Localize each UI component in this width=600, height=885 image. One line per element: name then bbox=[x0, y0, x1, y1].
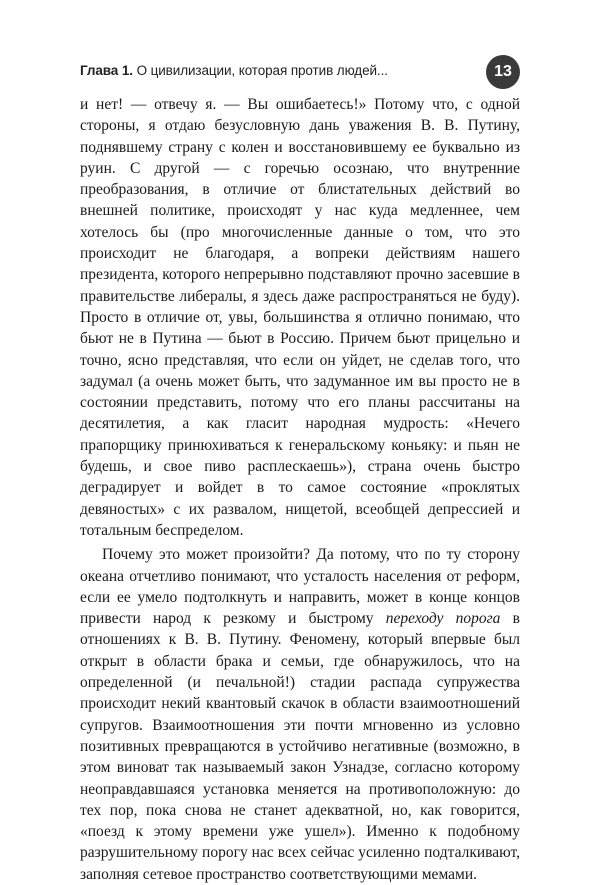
paragraph-2-part-1: Почему это может произойти? Да потому, что по ту сторону океана отчетливо понимают, что усталость населения от реформ, если ее умело подтолкнуть и направить, может в конце концов привести народ к резкому и быстрому bbox=[80, 546, 520, 628]
italic-emphasis: переходу порога bbox=[385, 610, 501, 628]
body-text bbox=[80, 94, 520, 885]
page-number-badge: 13 bbox=[486, 55, 520, 89]
paragraph-2 bbox=[80, 544, 520, 885]
chapter-title: О цивилизации, которая против людей... bbox=[136, 63, 388, 78]
paragraph-1: и нет! — отвечу я. — Вы ошибаетесь!» Потому что, с одной стороны, я отдаю безусловную дань уважения В. В. Путину, поднявшему страну с колен и восстановившему ее буквально из руин. С другой — с горечью осознаю, что внутренние преобразования, в отличие от блистательных действий во внешней политике, происходят у нас куда медленнее, чем хотелось бы (про многочисленные данные о том, что это происходит не благодаря, а вопреки действиям нашего президента, которого непрерывно подставляют прочно засевшие в правительстве либералы, я здесь даже распространяться не буду). Просто в отличие от, увы, большинства я отлично понимаю, что бьют не в Путина — бьют в Россию. Причем бьют прицельно и точно, ясно представляя, что если он уйдет, не сделав того, что задумал (а очень может быть, что задуманное им вы просто не в состоянии представить, потому что его планы рассчитаны на десятилетия, а как гласит народная мудрость: «Нечего прапорщику принюхиваться к генеральскому коньяку: и пьян не будешь, и свое пиво расплескаешь»), страна очень быстро деградирует и войдет в то самое состояние «проклятых девяностых» с их развалом, нищетой, всеобщей депрессией и тотальным беспределом. bbox=[80, 96, 520, 539]
chapter-label: Глава 1. bbox=[80, 63, 133, 78]
paragraph-2-part-2: в отношениях к В. В. Путину. Феномену, который впервые был открыт в области брака и семьи, где обнаружилось, что на определенной (и печальной!) стадии распада супружества происходит некий квантовый скачок в области взаимоотношений супругов. Взаимоотношения эти почти мгновенно из условно позитивных превращаются в устойчиво негативные (возможно, в этом виноват так называемый закон Узнадзе, согласно которому неоправдавшаяся установка меняется на противоположную: до тех пор, пока снова не станет адекватной, но, как говорится, «поезд к этому времени уже ушел»). Именно к подобному разрушительному порогу нас всех сейчас усиленно подталкивают, заполняя сетевое пространство соответствующими мемами. bbox=[80, 610, 520, 883]
running-header bbox=[80, 55, 520, 91]
chapter-heading bbox=[80, 63, 388, 78]
